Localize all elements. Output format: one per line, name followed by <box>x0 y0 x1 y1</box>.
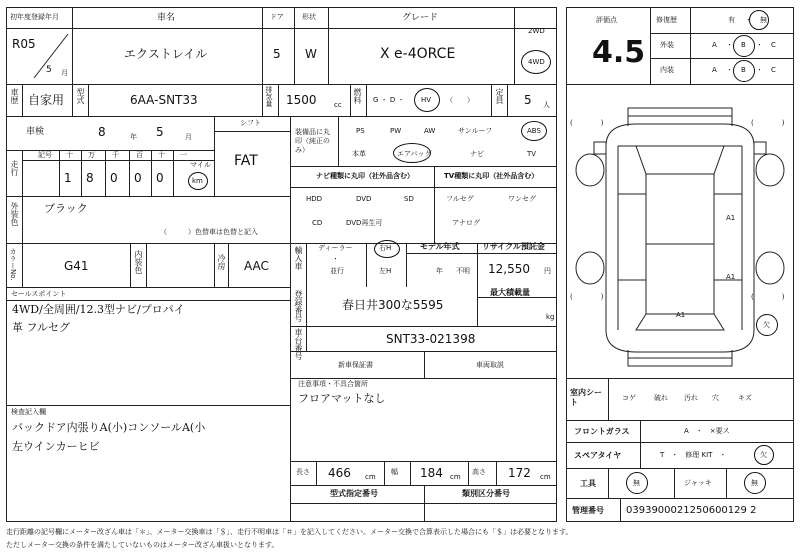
tools-label: 工具 <box>580 479 596 488</box>
color-note: （ ）色替車は色替と記入 <box>160 228 258 236</box>
seat-label: 室内シート <box>570 388 602 408</box>
recycle-value: 12,550 <box>488 262 530 276</box>
fuel-options: G ・ D ・ <box>373 96 405 104</box>
equipment-item2-0: 本革 <box>352 150 366 158</box>
recycle-label: リサイクル預託金 <box>482 242 545 251</box>
width-label: 幅 <box>391 468 398 476</box>
usage-label: 車歴 <box>10 88 19 104</box>
digit-header-1: 十 <box>66 151 73 159</box>
import-parallel: 並行 <box>330 267 344 275</box>
first-reg-year: R05 <box>12 37 36 51</box>
a1-label-upper: A1 <box>726 214 736 222</box>
digit-header-5: 十 <box>158 151 165 159</box>
inspection-month: 5 <box>156 125 164 139</box>
tools-value: 無 <box>633 479 640 487</box>
bracket-bottom-right: ( ) <box>751 293 785 301</box>
notes-label: 注意事項・不具合箇所 <box>298 380 368 388</box>
manual-label: 車両取説 <box>476 361 504 369</box>
navi-item-4: DVD再生可 <box>346 219 383 227</box>
spare-label: スペアタイヤ <box>574 451 622 460</box>
chassis-label: 車台番号 <box>294 328 303 360</box>
import-dealer: ディーラー <box>318 244 353 252</box>
displacement-unit: cc <box>334 101 342 109</box>
inspection-month-unit: 月 <box>185 133 192 141</box>
inspector-line1: バックドア内張りA(小)コンソールA(小 <box>12 421 206 434</box>
ac-label: 冷房 <box>217 254 226 270</box>
usage-value: 自家用 <box>28 93 65 107</box>
exterior-abc-4: C <box>771 41 776 49</box>
chip-label: 欠 <box>763 321 770 329</box>
first-reg-label: 初年度登録年月 <box>10 13 59 21</box>
interior-color-label: 内装色 <box>134 250 143 274</box>
width-value: 184 <box>420 466 443 480</box>
height-unit: cm <box>540 473 551 481</box>
notes-value: フロアマットなし <box>298 392 386 405</box>
jack-label: ジャッキ <box>684 479 712 487</box>
digit-header-0: 記号 <box>38 151 52 159</box>
score-value: 4.5 <box>592 35 646 70</box>
mile-label: マイル <box>190 161 211 169</box>
registration-value: 春日井300な5595 <box>342 298 444 312</box>
sales-points-label: セールスポイント <box>11 290 67 298</box>
tv-item-0: フルセグ <box>446 195 474 203</box>
import-label: 輸入車 <box>294 246 303 270</box>
equipment-item-4: ABS <box>527 127 541 135</box>
equipment-item-3: サンルーフ <box>458 127 493 135</box>
footer-line2: ただしメーター交換の条件を満たしていないものはメーター改ざん車扱いとなります。 <box>6 541 279 549</box>
fuel-paren: （ ） <box>446 96 474 104</box>
fuel-selected: HV <box>421 96 432 104</box>
grade-value: X e-4ORCE <box>380 46 456 62</box>
chassis-value: SNT33-021398 <box>386 332 476 346</box>
equipment-item-2: AW <box>424 127 436 135</box>
bracket-top-right: ( ) <box>751 119 785 127</box>
a1-label-rear: A1 <box>676 311 686 319</box>
color-no-label: カラーNo. <box>9 248 17 281</box>
exterior-label: 外装 <box>660 41 674 49</box>
digit-header-3: 千 <box>112 151 119 159</box>
max-load-label: 最大積載量 <box>490 288 530 297</box>
shift-value: FAT <box>234 153 258 169</box>
inspector-label: 検査記入欄 <box>11 408 46 416</box>
drive-2wd: 2WD <box>528 27 545 35</box>
tv-item-2: アナログ <box>452 219 480 227</box>
equipment-item-1: PW <box>390 127 402 135</box>
exterior-abc-0: A <box>712 41 717 49</box>
score-label: 評価点 <box>596 16 617 24</box>
length-value: 466 <box>328 466 351 480</box>
mileage-digit-1: 8 <box>86 171 94 185</box>
mileage-label: 走行 <box>10 160 19 176</box>
type-value: 6AA-SNT33 <box>130 93 198 107</box>
equipment-label: 装備品に丸印（純正のみ） <box>295 128 330 155</box>
first-reg-month: 5 <box>46 65 52 75</box>
spare-items: T ・ 修理 KIT ・ <box>660 451 727 459</box>
mileage-digit-3: 0 <box>134 171 142 185</box>
bracket-top-left: ( ) <box>570 119 604 127</box>
shape-value: W <box>305 47 317 61</box>
navi-item-1: DVD <box>356 195 372 203</box>
navi-item-2: SD <box>404 195 414 203</box>
a1-label-lower: A1 <box>726 273 736 281</box>
equipment-item2-1: エアバッグ <box>397 150 432 158</box>
inspector-line2: 左ウインカーヒビ <box>12 440 100 453</box>
category-label: 類別区分番号 <box>462 489 510 498</box>
sales-points-line1: 4WD/全周囲/12.3型ナビ/プロパイ <box>12 303 185 316</box>
bracket-bottom-left: ( ) <box>570 293 604 301</box>
navi-item-3: CD <box>312 219 323 227</box>
jack-value: 無 <box>751 479 758 487</box>
inspection-label: 車検 <box>26 127 45 137</box>
digit-header-4: 百 <box>136 151 143 159</box>
equipment-item2-2: ナビ <box>470 150 484 158</box>
recycle-unit: 円 <box>544 267 551 275</box>
repair-option-0: 有 <box>728 16 735 24</box>
height-label: 高さ <box>472 468 486 476</box>
interior-abc-4: C <box>771 66 776 74</box>
seat-item-1: 破れ <box>654 394 668 402</box>
car-name-label: 車名 <box>157 13 176 23</box>
digit-header-6: 一 <box>180 151 187 159</box>
color-no: G41 <box>64 259 89 273</box>
length-unit: cm <box>365 473 376 481</box>
navi-label: ナビ種類に丸印（社外品含む） <box>316 172 414 180</box>
width-unit: cm <box>450 473 461 481</box>
max-load-unit: kg <box>546 313 555 321</box>
exterior-abc-2: B <box>741 41 746 49</box>
door-label: ドア <box>270 13 284 21</box>
exterior-abc-1: ・ <box>726 41 733 49</box>
drive-4wd: 4WD <box>528 58 545 66</box>
type-label: 型式 <box>76 88 85 104</box>
inspection-year-unit: 年 <box>130 133 137 141</box>
repair-label: 修復歴 <box>656 16 677 24</box>
door-value: 5 <box>273 47 281 61</box>
model-designation-label: 型式指定番号 <box>330 489 378 498</box>
mgmt-value: 0393900021250600129 2 <box>626 505 757 516</box>
navi-item-0: HDD <box>306 195 323 203</box>
left-h: 左H <box>379 267 392 275</box>
seat-item-2: 汚れ <box>684 394 698 402</box>
displacement-value: 1500 <box>286 93 317 107</box>
model-year-unknown: 不明 <box>456 267 470 275</box>
displacement-label: 排気量 <box>265 86 273 107</box>
registration-label: 登録番号 <box>294 290 303 322</box>
fuel-label: 燃料 <box>353 88 362 104</box>
interior-label: 内装 <box>660 66 674 74</box>
seat-item-0: コゲ <box>622 394 636 402</box>
color-value: ブラック <box>44 202 88 215</box>
interior-abc-0: A <box>712 66 717 74</box>
tv-label: TV種類に丸印（社外品含む） <box>444 172 539 180</box>
repair-option-1: ・ <box>745 16 752 24</box>
seat-item-4: キズ <box>738 394 752 402</box>
capacity-label: 定員 <box>495 88 504 104</box>
inspection-year: 8 <box>98 125 106 139</box>
new-car-guarantee-label: 新車保証書 <box>338 361 373 369</box>
shape-label: 形状 <box>302 13 316 21</box>
km-label: km <box>192 177 203 185</box>
repair-option-2: 無 <box>760 16 767 24</box>
mgmt-label: 管理番号 <box>572 506 604 515</box>
mileage-digit-4: 0 <box>156 171 164 185</box>
mileage-digit-0: 1 <box>64 171 72 185</box>
month-unit: 月 <box>61 69 68 77</box>
model-year-label: モデル年式 <box>420 242 460 251</box>
capacity-unit: 人 <box>543 101 550 109</box>
seat-item-3: 穴 <box>712 394 719 402</box>
sales-points-line2: 革 フルセグ <box>12 321 71 334</box>
glass-label: フロントガラス <box>574 427 630 436</box>
shift-label: シフト <box>240 119 261 127</box>
right-h: 右H <box>379 244 392 252</box>
tv-item-1: ワンセグ <box>508 195 536 203</box>
interior-abc-3: ・ <box>756 66 763 74</box>
height-value: 172 <box>508 466 531 480</box>
digit-header-2: 万 <box>88 151 95 159</box>
color-label: 外装色 <box>10 202 19 226</box>
mileage-digit-2: 0 <box>110 171 118 185</box>
grade-label: グレード <box>402 13 439 23</box>
equipment-item-0: PS <box>356 127 365 135</box>
model-year-unit: 年 <box>436 267 443 275</box>
glass-items: A ・ ×要ス <box>684 427 730 435</box>
length-label: 長さ <box>296 468 310 476</box>
interior-abc-1: ・ <box>726 66 733 74</box>
ac-value: AAC <box>244 259 269 273</box>
footer-line1: 走行距離の記号欄にメーター改ざん車は「＊」、メーター交換車は「＄」、走行不明車は「＃」を記入してください。メーター交換で合算表示した場合にも「＄」は必要となります。 <box>6 528 573 536</box>
exterior-abc-3: ・ <box>756 41 763 49</box>
capacity-value: 5 <box>524 93 532 107</box>
spare-selected: 欠 <box>760 451 767 459</box>
equipment-item2-3: TV <box>527 150 537 158</box>
car-name: エクストレイル <box>124 47 208 61</box>
interior-abc-2: B <box>741 66 746 74</box>
import-dot: ・ <box>332 255 339 263</box>
